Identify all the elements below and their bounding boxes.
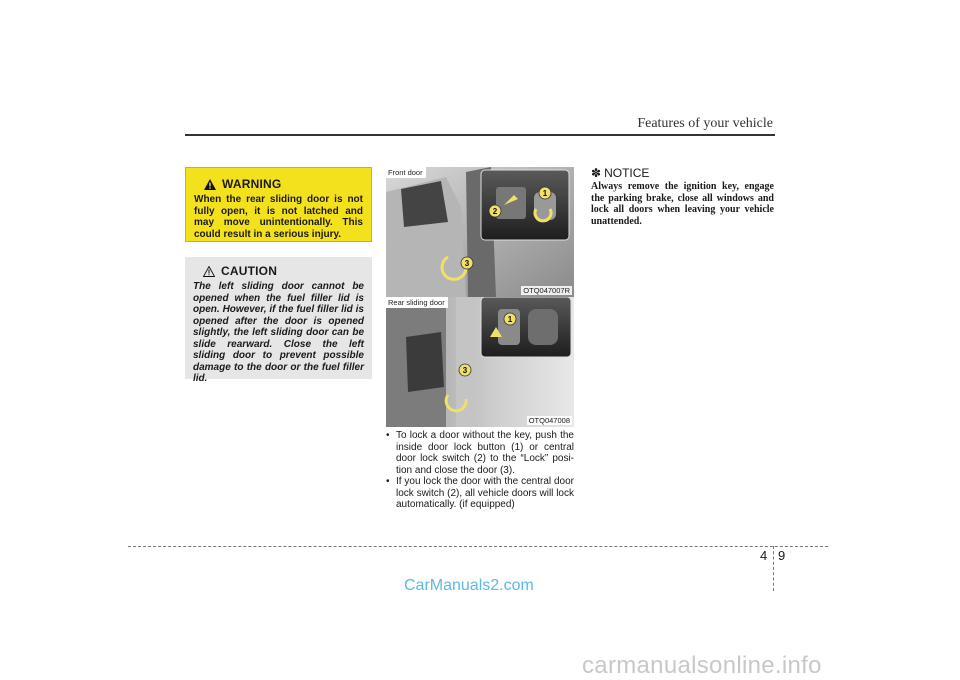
warning-text: When the rear sliding door is not fully open, it is not latched and may move unintentionally. This could result in a serious injury. — [194, 194, 363, 240]
callout-3: 3 — [462, 366, 468, 375]
rear-door-figure — [386, 297, 574, 427]
notice-block — [591, 166, 774, 227]
watermark-bottom: carmanualsonline.info — [582, 652, 822, 679]
list-item — [386, 476, 574, 511]
bullet-icon: • — [386, 430, 390, 441]
section-title: Features of your vehicle — [637, 116, 773, 131]
front-door-illustration — [386, 167, 574, 297]
asterisk-icon: ✽ — [591, 166, 602, 180]
rear-door-illustration — [386, 297, 574, 427]
caution-title: CAUTION — [221, 264, 278, 278]
caution-box — [185, 257, 372, 384]
instruction-list — [386, 430, 574, 511]
caution-triangle-icon — [203, 266, 215, 277]
notice-text: Always remove the ignition key, engage the parking brake, close all windows and lock all doors when leaving your vehicle unattended. — [591, 181, 774, 227]
list-item — [386, 430, 574, 476]
warning-triangle-icon — [204, 179, 216, 190]
header-rule — [185, 134, 775, 136]
front-door-figure — [386, 167, 574, 297]
warning-title: WARNING — [222, 177, 282, 191]
list-item-text: To lock a door without the key, push the inside door lock button (1) or central door lock switch (2) to the “Lock” posi-tion and close the door (3). — [396, 430, 574, 476]
notice-title: NOTICE — [604, 166, 650, 180]
notice-title-row — [591, 166, 774, 180]
caution-title-row — [193, 264, 364, 278]
warning-box — [185, 167, 372, 242]
warning-title-row — [194, 177, 363, 191]
page-number-separator — [773, 546, 774, 591]
list-item-text: If you lock the door with the central door lock switch (2), all vehicle doors will lock automatically. (if equipped) — [396, 476, 574, 510]
footer-divider — [128, 546, 828, 547]
callout-1: 1 — [507, 315, 513, 324]
front-door-figure-code: OTQ047007R — [523, 286, 570, 295]
callout-2: 2 — [492, 207, 498, 216]
rear-door-figure-code: OTQ047008 — [528, 416, 570, 425]
watermark-top: CarManuals2.com — [404, 577, 534, 594]
bullet-icon: • — [386, 476, 390, 487]
caution-text: The left sliding door cannot be opened when the fuel filler lid is open. However, if the fuel filler lid is opened after the door is opened slightly, the left sliding door can be slide rearward. Close the left sliding door to prevent possible damage to the door or the fuel filler lid. — [193, 281, 364, 384]
page-number: 9 — [778, 548, 786, 563]
callout-3: 3 — [464, 259, 470, 268]
chapter-number: 4 — [760, 548, 768, 563]
rear-door-label: Rear sliding door — [386, 297, 448, 308]
callout-1: 1 — [542, 189, 548, 198]
front-door-label: Front door — [386, 167, 426, 178]
